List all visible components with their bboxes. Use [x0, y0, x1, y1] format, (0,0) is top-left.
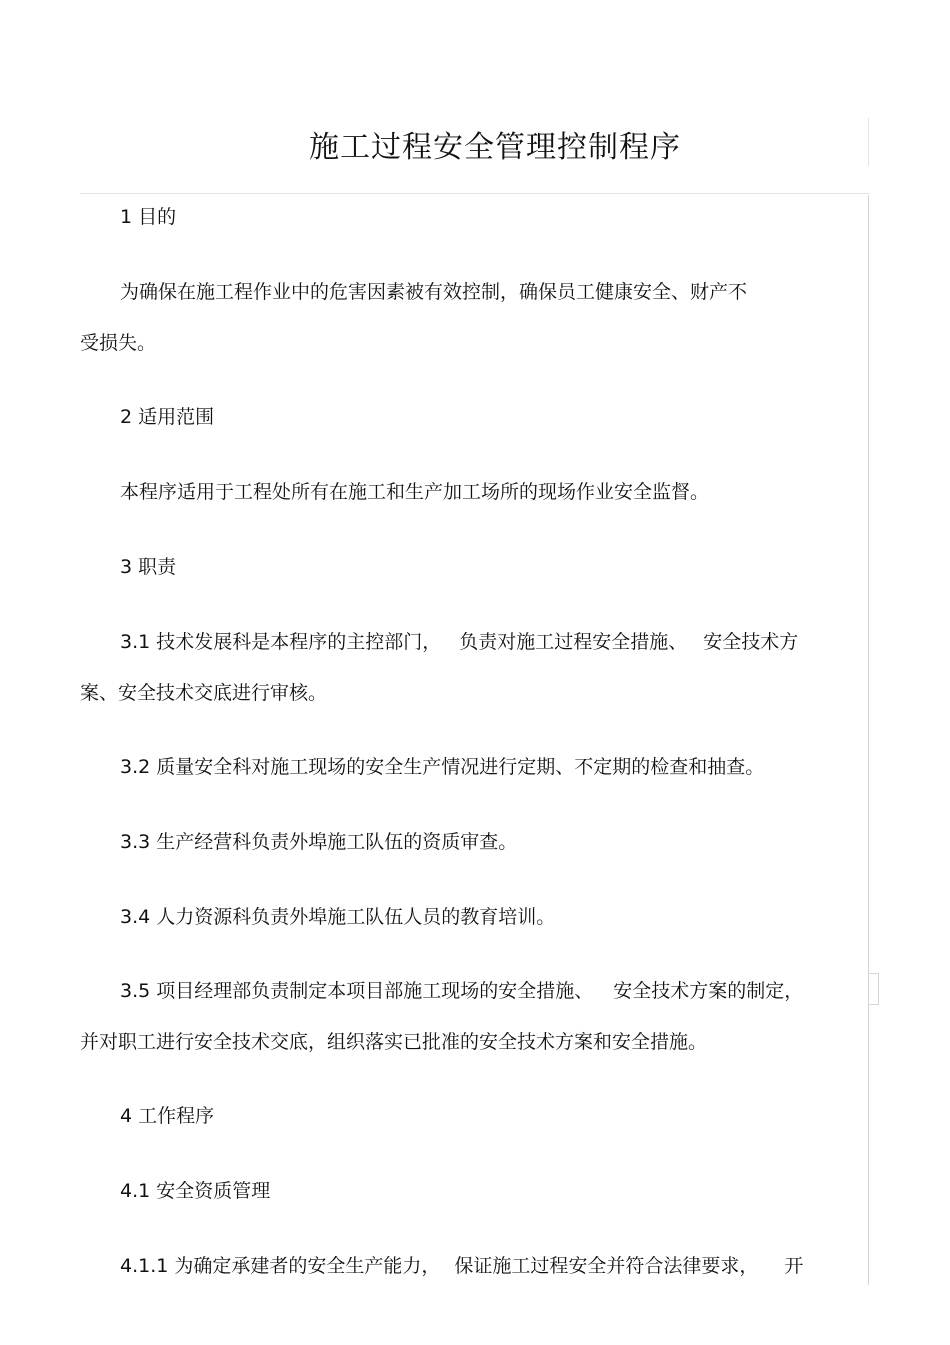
clause-4-1-heading: 4.1 安全资质管理 [120, 1180, 271, 1202]
clause-3-5-line-2: 并对职工进行安全技术交底，组织落实已批准的安全技术方案和安全措施。 [80, 1031, 708, 1053]
clause-3-1-part-c: 安全技术方 [703, 631, 799, 653]
section-1-paragraph-line-2: 受损失。 [80, 332, 157, 354]
clause-3-5-part-b: 安全技术方案的制定， [613, 980, 804, 1002]
clause-3-5-part-a: 3.5 项目经理部负责制定本项目部施工现场的安全措施、 [120, 980, 594, 1002]
document-title: 施工过程安全管理控制程序 [309, 130, 681, 165]
clause-3-1-part-a: 3.1 技术发展科是本程序的主控部门， [120, 631, 442, 653]
section-4-heading: 4 工作程序 [120, 1105, 215, 1127]
clause-3-1-line-2: 案、安全技术交底进行审核。 [80, 682, 328, 704]
clause-3-2: 3.2 质量安全科对施工现场的安全生产情况进行定期、不定期的检查和抽查。 [120, 756, 765, 778]
clause-3-3: 3.3 生产经营科负责外埠施工队伍的资质审查。 [120, 831, 518, 853]
section-1-heading: 1 目的 [120, 206, 177, 228]
section-1-paragraph-line-1: 为确保在施工程作业中的危害因素被有效控制，确保员工健康安全、财产不 [120, 281, 748, 303]
clause-3-5-line-1 [120, 979, 803, 1003]
clause-4-1-1-part-b: 保证施工过程安全并符合法律要求， [454, 1255, 759, 1277]
title-divider [80, 193, 870, 194]
clause-4-1-1-part-c: 开 [784, 1255, 804, 1277]
clause-3-4: 3.4 人力资源科负责外埠施工队伍人员的教育培训。 [120, 906, 556, 928]
margin-tick [868, 973, 879, 1005]
clause-4-1-1-part-a: 4.1.1 为确定承建者的安全生产能力， [120, 1255, 441, 1277]
section-2-paragraph: 本程序适用于工程处所有在施工和生产加工场所的现场作业安全监督。 [120, 481, 710, 503]
clause-3-1-line-1 [120, 630, 798, 654]
section-3-heading: 3 职责 [120, 556, 177, 578]
margin-rule-top [868, 118, 869, 166]
clause-3-1-part-b: 负责对施工过程安全措施、 [459, 631, 688, 653]
margin-rule [868, 195, 869, 1285]
section-2-heading: 2 适用范围 [120, 406, 215, 428]
clause-4-1-1-line-1 [120, 1254, 803, 1278]
